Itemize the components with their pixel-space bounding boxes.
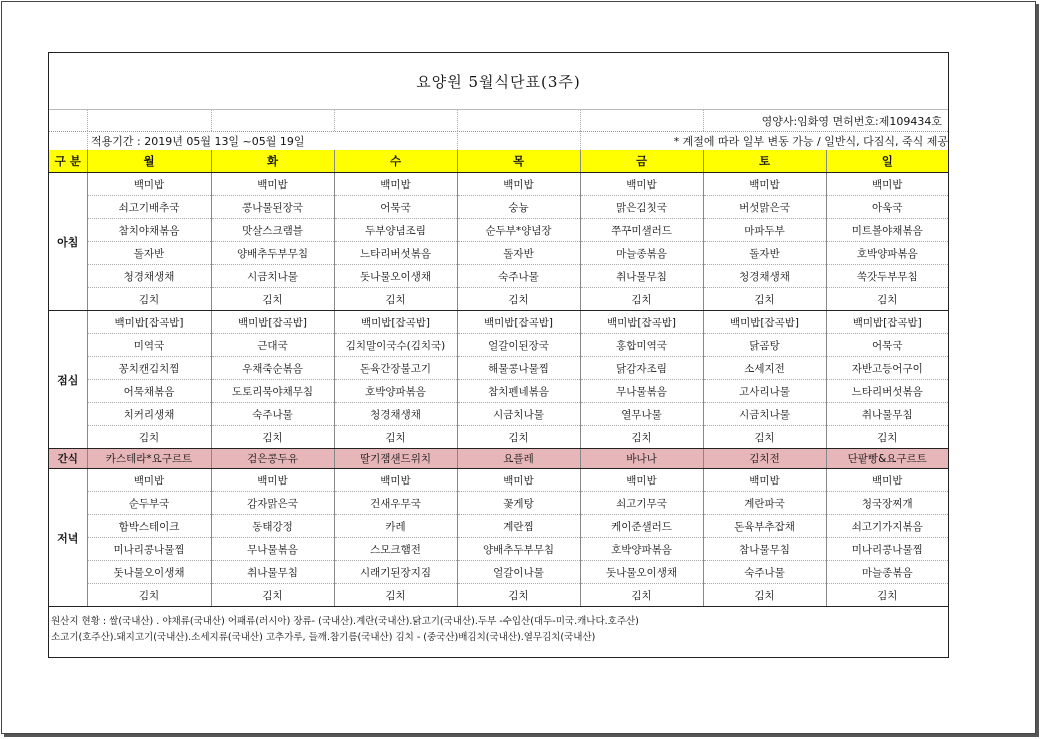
menu-cell: 쇠고기배추국 xyxy=(87,196,211,219)
lunch-row xyxy=(49,403,948,426)
menu-cell: 백미밥[잡곡밥] xyxy=(334,311,457,334)
menu-cell: 김치말이국수(김치국) xyxy=(334,334,457,357)
breakfast-row xyxy=(49,242,948,265)
menu-cell: 백미밥 xyxy=(703,173,826,196)
lunch-row xyxy=(49,380,948,403)
menu-cell: 함박스테이크 xyxy=(87,515,211,538)
menu-cell: 닭곰탕 xyxy=(703,334,826,357)
menu-cell: 쇠고기무국 xyxy=(580,492,703,515)
menu-cell: 돈육간장불고기 xyxy=(334,357,457,380)
menu-cell: 김치 xyxy=(211,426,334,449)
menu-cell: 참치펜네볶음 xyxy=(457,380,580,403)
breakfast-row xyxy=(49,196,948,219)
menu-cell: 꽁치캔김치찜 xyxy=(87,357,211,380)
cell-divider xyxy=(580,131,581,150)
menu-cell: 돗나물오이생채 xyxy=(580,561,703,584)
cell-divider xyxy=(211,110,212,131)
menu-cell: 백미밥 xyxy=(580,469,703,492)
menu-cell: 어묵채볶음 xyxy=(87,380,211,403)
dinner-label: 저녁 xyxy=(49,469,87,607)
cell-divider xyxy=(87,110,88,131)
menu-cell: 백미밥 xyxy=(457,469,580,492)
day-header: 토 xyxy=(703,150,826,173)
menu-cell: 돗나물오이생채 xyxy=(334,265,457,288)
menu-cell: 취나물무침 xyxy=(826,403,948,426)
menu-cell: 백미밥 xyxy=(211,469,334,492)
menu-cell: 닭감자조림 xyxy=(580,357,703,380)
breakfast-row xyxy=(49,219,948,242)
menu-cell: 미트볼야채볶음 xyxy=(826,219,948,242)
menu-cell: 김치 xyxy=(211,584,334,607)
menu-cell: 마파두부 xyxy=(703,219,826,242)
menu-cell: 백미밥 xyxy=(457,173,580,196)
day-header-row xyxy=(49,150,948,173)
menu-cell: 취나물무침 xyxy=(580,265,703,288)
menu-cell: 돌자반 xyxy=(87,242,211,265)
menu-cell: 청국장찌개 xyxy=(826,492,948,515)
menu-cell: 숙주나물 xyxy=(211,403,334,426)
menu-cell: 시금치나물 xyxy=(703,403,826,426)
menu-cell: 돌자반 xyxy=(457,242,580,265)
menu-cell: 백미밥 xyxy=(87,173,211,196)
menu-cell: 시금치나물 xyxy=(457,403,580,426)
menu-cell: 숙주나물 xyxy=(703,561,826,584)
menu-cell: 마늘종볶음 xyxy=(580,242,703,265)
meal-table xyxy=(49,150,948,607)
menu-cell: 어묵국 xyxy=(826,334,948,357)
menu-cell: 백미밥 xyxy=(334,469,457,492)
menu-cell: 김치 xyxy=(457,426,580,449)
menu-cell: 김치 xyxy=(703,584,826,607)
menu-cell: 김치 xyxy=(703,426,826,449)
day-header: 수 xyxy=(334,150,457,173)
menu-cell: 미나리콩나물찜 xyxy=(87,538,211,561)
menu-cell: 백미밥[잡곡밥] xyxy=(703,311,826,334)
menu-cell: 참나물무침 xyxy=(703,538,826,561)
menu-cell: 백미밥[잡곡밥] xyxy=(211,311,334,334)
menu-cell: 소세지전 xyxy=(703,357,826,380)
menu-cell: 김치 xyxy=(580,426,703,449)
snack-cell: 김치전 xyxy=(703,449,826,469)
menu-cell: 감자맑은국 xyxy=(211,492,334,515)
snack-cell: 단팥빵&요구르트 xyxy=(826,449,948,469)
dinner-row xyxy=(49,469,948,492)
menu-cell: 쭈꾸미샐러드 xyxy=(580,219,703,242)
menu-cell: 숭늉 xyxy=(457,196,580,219)
menu-cell: 느타리버섯볶음 xyxy=(826,380,948,403)
menu-cell: 무나물볶음 xyxy=(580,380,703,403)
lunch-row xyxy=(49,426,948,449)
cell-divider xyxy=(334,110,335,131)
menu-cell: 무나물볶음 xyxy=(211,538,334,561)
day-header: 금 xyxy=(580,150,703,173)
period-row xyxy=(49,131,948,151)
menu-cell: 청경채생채 xyxy=(334,403,457,426)
menu-cell: 치커리생채 xyxy=(87,403,211,426)
snack-cell: 딸기잼샌드위치 xyxy=(334,449,457,469)
breakfast-label: 아침 xyxy=(49,173,87,311)
menu-cell: 동태강정 xyxy=(211,515,334,538)
day-header: 목 xyxy=(457,150,580,173)
menu-cell: 청경채생채 xyxy=(703,265,826,288)
menu-cell: 백미밥 xyxy=(826,173,948,196)
dinner-row xyxy=(49,538,948,561)
snack-cell: 검은콩두유 xyxy=(211,449,334,469)
menu-cell: 얼갈이나물 xyxy=(457,561,580,584)
snack-label: 간식 xyxy=(49,449,87,469)
day-header: 월 xyxy=(87,150,211,173)
menu-cell: 돌자반 xyxy=(703,242,826,265)
menu-cell: 맛살스크램블 xyxy=(211,219,334,242)
snack-cell: 바나나 xyxy=(580,449,703,469)
menu-cell: 김치 xyxy=(826,288,948,311)
menu-cell: 김치 xyxy=(334,288,457,311)
header-corner: 구 분 xyxy=(49,150,87,173)
menu-cell: 카레 xyxy=(334,515,457,538)
menu-cell: 백미밥[잡곡밥] xyxy=(580,311,703,334)
variation-notice: * 계절에 따라 일부 변동 가능 / 일반식, 다짐식, 죽식 제공 xyxy=(673,135,948,148)
menu-cell: 얼갈이된장국 xyxy=(457,334,580,357)
menu-cell: 청경채생채 xyxy=(87,265,211,288)
lunch-label: 점심 xyxy=(49,311,87,449)
dietitian-info: 영양사:임화영 면허번호:제109434호 xyxy=(761,115,942,128)
menu-cell: 김치 xyxy=(87,288,211,311)
menu-cell: 김치 xyxy=(334,426,457,449)
dietitian-row xyxy=(49,109,948,132)
menu-cell: 김치 xyxy=(334,584,457,607)
menu-cell: 쑥갓두부무침 xyxy=(826,265,948,288)
menu-cell: 맑은김칫국 xyxy=(580,196,703,219)
cell-divider xyxy=(87,131,88,150)
breakfast-row xyxy=(49,265,948,288)
menu-cell: 숙주나물 xyxy=(457,265,580,288)
menu-cell: 고사리나물 xyxy=(703,380,826,403)
menu-cell: 순두부*양념장 xyxy=(457,219,580,242)
menu-cell: 백미밥 xyxy=(211,173,334,196)
menu-cell: 김치 xyxy=(580,288,703,311)
application-period: 적용기간 : 2019년 05월 13일 ~05월 19일 xyxy=(91,135,305,148)
menu-cell: 아욱국 xyxy=(826,196,948,219)
menu-cell: 어묵국 xyxy=(334,196,457,219)
breakfast-row xyxy=(49,288,948,311)
cell-divider xyxy=(580,110,581,131)
cell-divider xyxy=(457,110,458,131)
menu-cell: 건새우무국 xyxy=(334,492,457,515)
origin-notes xyxy=(51,614,639,646)
cell-divider xyxy=(457,131,458,150)
menu-cell: 열무나물 xyxy=(580,403,703,426)
menu-cell: 케이준샐러드 xyxy=(580,515,703,538)
menu-cell: 쇠고기가지볶음 xyxy=(826,515,948,538)
dinner-row xyxy=(49,584,948,607)
menu-cell: 자반고등어구이 xyxy=(826,357,948,380)
menu-cell: 계란파국 xyxy=(703,492,826,515)
menu-cell: 백미밥 xyxy=(334,173,457,196)
menu-cell: 도토리묵야채무침 xyxy=(211,380,334,403)
menu-cell: 호박양파볶음 xyxy=(580,538,703,561)
spreadsheet-page xyxy=(1,1,1036,734)
menu-cell: 취나물무침 xyxy=(211,561,334,584)
menu-cell: 홍합미역국 xyxy=(580,334,703,357)
menu-cell: 백미밥 xyxy=(703,469,826,492)
menu-cell: 김치 xyxy=(580,584,703,607)
menu-cell: 김치 xyxy=(826,584,948,607)
menu-cell: 돈육부추잡채 xyxy=(703,515,826,538)
lunch-row xyxy=(49,311,948,334)
menu-cell: 김치 xyxy=(826,426,948,449)
menu-cell: 김치 xyxy=(87,584,211,607)
menu-cell: 근대국 xyxy=(211,334,334,357)
lunch-row xyxy=(49,334,948,357)
menu-cell: 양배추두부무침 xyxy=(211,242,334,265)
menu-cell: 우채죽순볶음 xyxy=(211,357,334,380)
menu-cell: 참치야채볶음 xyxy=(87,219,211,242)
dinner-row xyxy=(49,561,948,584)
menu-cell: 김치 xyxy=(457,288,580,311)
menu-cell: 김치 xyxy=(87,426,211,449)
origin-line-1: 원산지 현황 : 쌀(국내산) . 야채류(국내산) 어패류(러시아) 장류- (국내산).계란(국내산).닭고기(국내산).두부 -수입산(대두-미국.캐나다.호주산) xyxy=(51,616,639,627)
snack-cell: 카스테라*요구르트 xyxy=(87,449,211,469)
menu-cell: 김치 xyxy=(703,288,826,311)
menu-cell: 백미밥[잡곡밥] xyxy=(87,311,211,334)
menu-cell: 시래기된장지짐 xyxy=(334,561,457,584)
menu-cell: 미나리콩나물찜 xyxy=(826,538,948,561)
menu-cell: 콩나물된장국 xyxy=(211,196,334,219)
menu-cell: 백미밥[잡곡밥] xyxy=(826,311,948,334)
menu-cell: 시금치나물 xyxy=(211,265,334,288)
menu-cell: 양배추두부무침 xyxy=(457,538,580,561)
dinner-row xyxy=(49,515,948,538)
menu-cell: 백미밥 xyxy=(87,469,211,492)
menu-cell: 미역국 xyxy=(87,334,211,357)
dinner-row xyxy=(49,492,948,515)
snack-cell: 요플레 xyxy=(457,449,580,469)
menu-cell: 두부양념조림 xyxy=(334,219,457,242)
meal-plan-sheet xyxy=(48,52,949,658)
day-header: 일 xyxy=(826,150,948,173)
menu-cell: 호박양파볶음 xyxy=(334,380,457,403)
menu-cell: 백미밥 xyxy=(826,469,948,492)
menu-cell: 김치 xyxy=(457,584,580,607)
menu-cell: 버섯맑은국 xyxy=(703,196,826,219)
snack-row xyxy=(49,449,948,469)
menu-cell: 마늘종볶음 xyxy=(826,561,948,584)
lunch-row xyxy=(49,357,948,380)
menu-cell: 느타리버섯볶음 xyxy=(334,242,457,265)
menu-cell: 돗나물오이생채 xyxy=(87,561,211,584)
menu-cell: 해물콩나물찜 xyxy=(457,357,580,380)
menu-cell: 김치 xyxy=(211,288,334,311)
breakfast-row xyxy=(49,173,948,196)
page-title: 요양원 5월식단표(3주) xyxy=(416,73,581,91)
menu-cell: 백미밥 xyxy=(580,173,703,196)
menu-cell: 꽃게탕 xyxy=(457,492,580,515)
day-header: 화 xyxy=(211,150,334,173)
menu-cell: 순두부국 xyxy=(87,492,211,515)
menu-cell: 백미밥[잡곡밥] xyxy=(457,311,580,334)
origin-line-2: 소고기(호주산).돼지고기(국내산).소세지류(국내산) 고추가루, 들깨.참기름(국내산) 김치 - (중국산)배김치(국내산).열무김치(국내산) xyxy=(51,632,596,643)
menu-cell: 계란찜 xyxy=(457,515,580,538)
menu-cell: 호박양파볶음 xyxy=(826,242,948,265)
cell-divider xyxy=(703,110,704,131)
menu-cell: 스모크햄전 xyxy=(334,538,457,561)
